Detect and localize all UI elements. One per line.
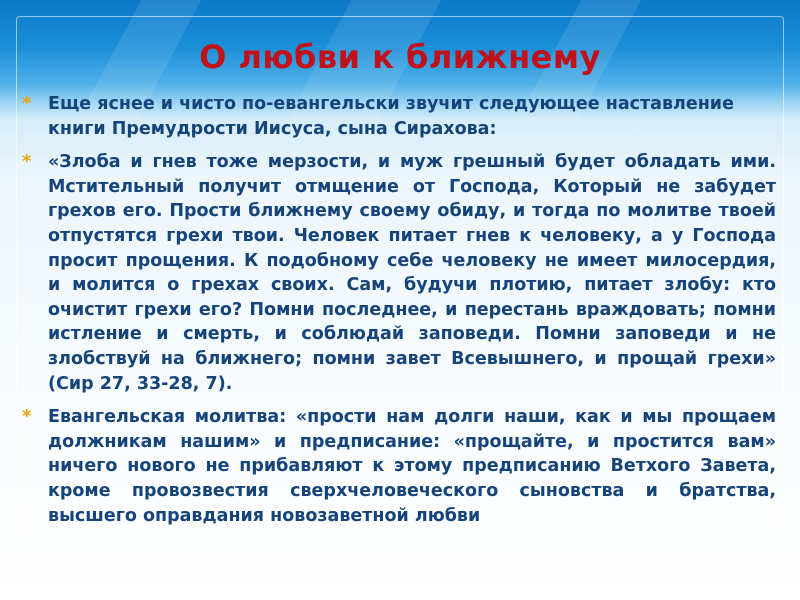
paragraph-text: «Злоба и гнев тоже мерзости, и муж грешный будет обладать ими. Мстительный получит отмщение от Господа, Который не забудет грехов его. Прости ближнему своему обиду, и тогда по молитве твоей отпустятся грехи твои. Человек питает гнев к человеку, а у Господа просит прощения. К подобному себе человеку не имеет милосердия, и молится о грехах своих. Сам, будучи плотию, питает злобу: кто очистит грехи его? Помни последнее, и перестань враждовать; помни истление и смерть, и соблюдай заповеди. Помни заповеди и не злобствуй на ближнего; помни завет Всевышнего, и прощай грехи» (Сир 27, 33-28, 7). <box>48 152 776 394</box>
star-bullet-icon: * <box>22 151 32 173</box>
paragraph-quote <box>22 150 776 396</box>
paragraph-text: Евангельская молитва: «прости нам долги наши, как и мы прощаем должникам нашим» и предписание: «прощайте, и простится вам» ничего нового не прибавляют к этому предписанию Ветхого Завета, кроме провозвестия сверхчеловеческого сыновства и братства, высшего оправдания новозаветной любви <box>48 407 776 526</box>
slide-title: О любви к ближнему <box>199 38 601 76</box>
star-bullet-icon: * <box>22 93 32 114</box>
paragraph-text: Еще яснее и чисто по-евангельски звучит следующее наставление книги Премудрости Иисуса, сына Сирахова: <box>48 94 734 139</box>
slide-body <box>22 92 776 537</box>
star-bullet-icon: * <box>22 406 32 428</box>
paragraph-gospel <box>22 405 776 528</box>
paragraph-intro <box>22 92 776 141</box>
